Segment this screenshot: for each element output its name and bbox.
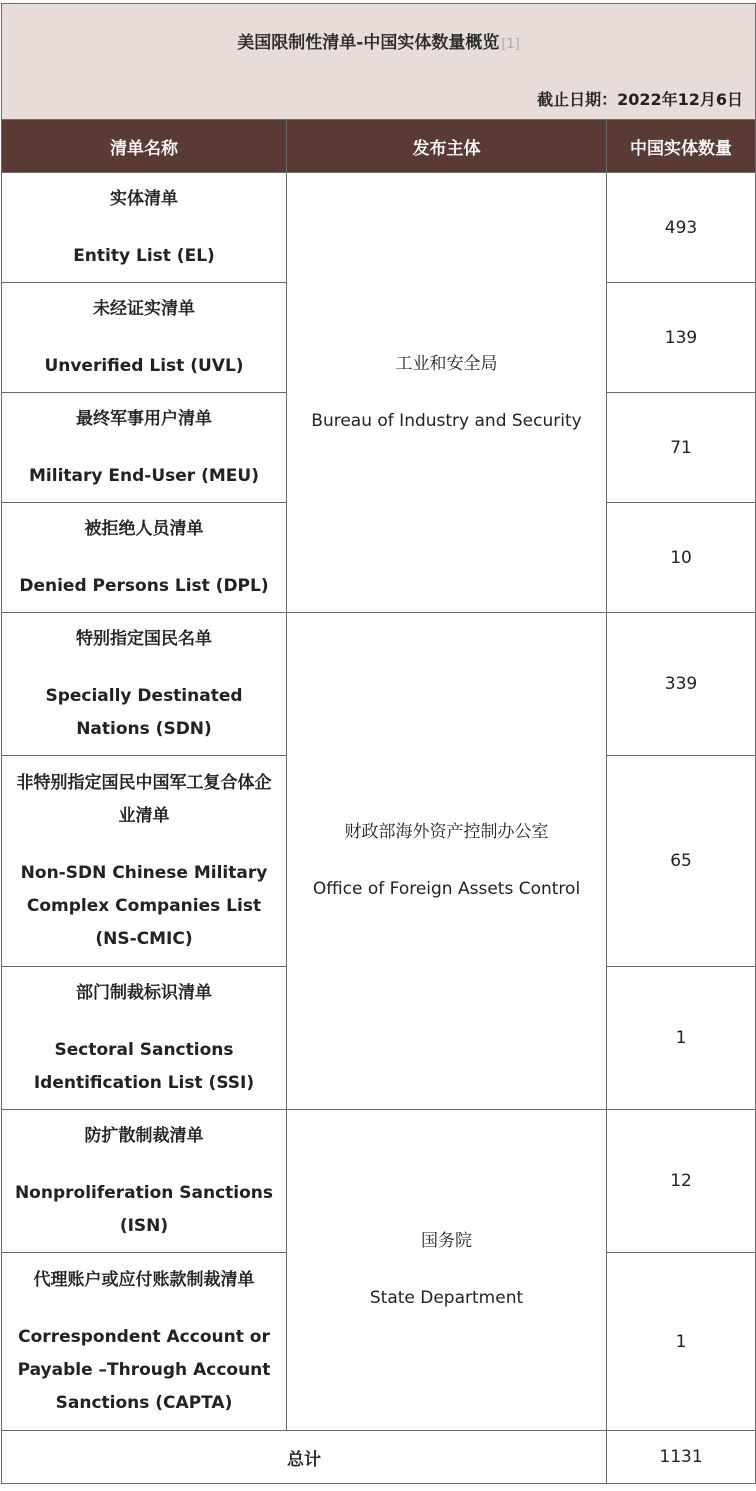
list-name-en: Unverified List (UVL) xyxy=(44,355,244,376)
header-list-name: 清单名称 xyxy=(2,120,287,173)
count-cell: 1 xyxy=(607,1253,756,1431)
list-name-zh: 最终军事用户清单 xyxy=(76,408,212,429)
list-name-zh: 部门制裁标识清单 xyxy=(76,982,212,1003)
issuer-cell-bis xyxy=(287,173,607,613)
total-label: 总计 xyxy=(2,1431,607,1484)
count-cell: 10 xyxy=(607,503,756,613)
list-name-cell xyxy=(2,756,287,967)
list-name-zh: 特别指定国民名单 xyxy=(76,628,212,649)
header-row xyxy=(2,120,756,173)
count-cell: 12 xyxy=(607,1110,756,1253)
list-name-zh: 防扩散制裁清单 xyxy=(84,1125,204,1146)
issuer-en: Bureau of Industry and Security xyxy=(311,410,582,431)
total-count: 1131 xyxy=(607,1431,756,1484)
issuer-cell-state xyxy=(287,1110,607,1431)
count-cell: 1 xyxy=(607,967,756,1110)
list-name-en: Sectoral Sanctions Identification List (SSI) xyxy=(33,1039,255,1093)
count-cell: 339 xyxy=(607,613,756,756)
list-name-zh: 非特别指定国民中国军工复合体企业清单 xyxy=(16,772,272,826)
count-cell: 71 xyxy=(607,393,756,503)
title-row xyxy=(2,4,756,78)
table-row xyxy=(2,613,756,756)
header-issuer: 发布主体 xyxy=(287,120,607,173)
issuer-en: Office of Foreign Assets Control xyxy=(312,879,581,899)
list-name-zh: 未经证实清单 xyxy=(93,298,195,319)
list-name-cell xyxy=(2,1253,287,1431)
list-name-cell xyxy=(2,967,287,1110)
list-name-cell xyxy=(2,1110,287,1253)
date-row xyxy=(2,77,756,120)
cutoff-date: 截止日期：2022年12月6日 xyxy=(2,77,756,120)
count-cell: 65 xyxy=(607,756,756,967)
list-name-zh: 代理账户或应付账款制裁清单 xyxy=(33,1269,255,1290)
issuer-cell-ofac xyxy=(287,613,607,1110)
issuer-zh: 国务院 xyxy=(421,1231,472,1251)
table-title xyxy=(2,4,756,78)
sanctions-table xyxy=(1,3,756,1484)
sanctions-table-container xyxy=(1,3,755,1484)
total-row xyxy=(2,1431,756,1484)
list-name-cell xyxy=(2,283,287,393)
list-name-zh: 被拒绝人员清单 xyxy=(84,518,204,539)
count-cell: 493 xyxy=(607,173,756,283)
issuer-zh: 财政部海外资产控制办公室 xyxy=(344,822,549,842)
list-name-zh: 实体清单 xyxy=(110,188,178,209)
list-name-en: Denied Persons List (DPL) xyxy=(19,575,269,596)
count-cell: 139 xyxy=(607,283,756,393)
list-name-en: Correspondent Account or Payable –Through Account Sanctions (CAPTA) xyxy=(17,1326,271,1413)
issuer-zh: 工业和安全局 xyxy=(395,353,498,374)
list-name-cell xyxy=(2,173,287,283)
issuer-en: State Department xyxy=(369,1288,524,1308)
title-footnote-link[interactable]: [1] xyxy=(501,37,520,52)
list-name-en: Specially Destinated Nations (SDN) xyxy=(45,685,243,739)
list-name-en: Entity List (EL) xyxy=(73,245,215,266)
header-count: 中国实体数量 xyxy=(607,120,756,173)
list-name-cell xyxy=(2,503,287,613)
table-title-text: 美国限制性清单-中国实体数量概览 xyxy=(237,33,500,53)
table-row xyxy=(2,1110,756,1253)
list-name-cell xyxy=(2,613,287,756)
list-name-en: Non-SDN Chinese Military Complex Companies List (NS-CMIC) xyxy=(20,862,268,949)
list-name-en: Military End-User (MEU) xyxy=(29,465,259,486)
list-name-cell xyxy=(2,393,287,503)
list-name-en: Nonproliferation Sanctions (ISN) xyxy=(14,1182,274,1236)
table-row xyxy=(2,173,756,283)
